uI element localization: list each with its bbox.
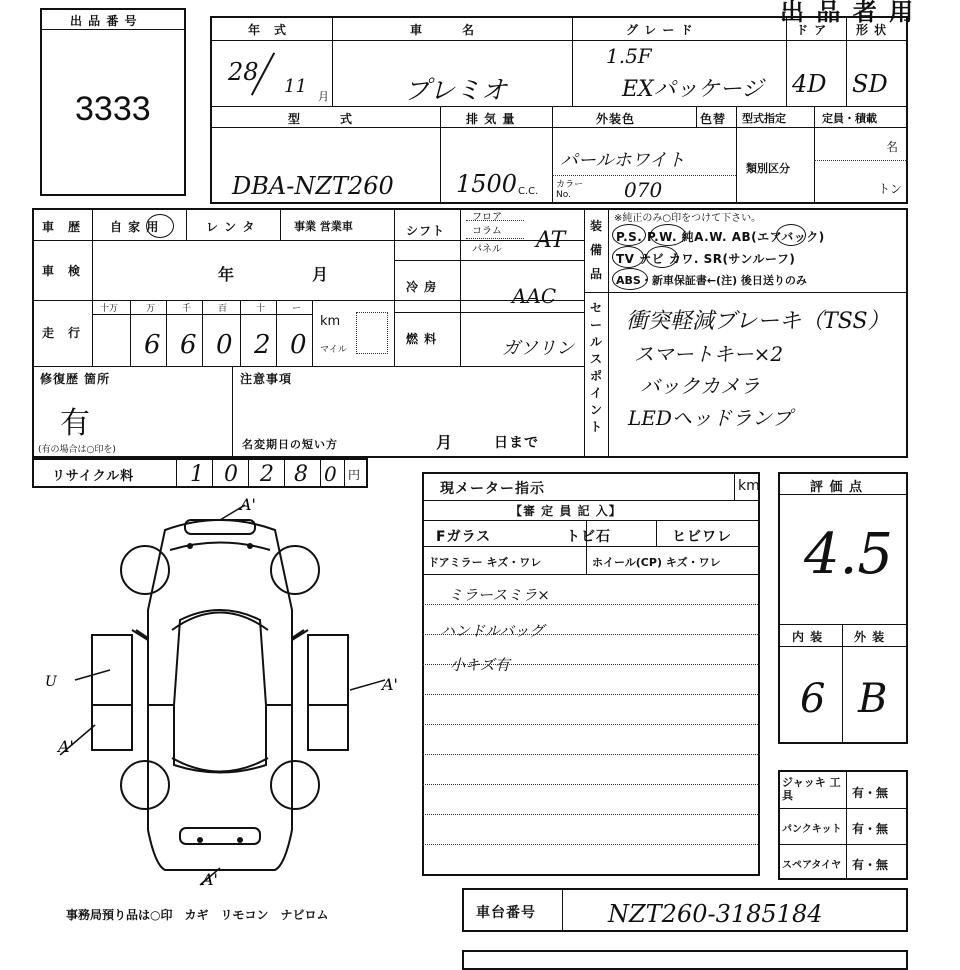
displacement-value: 1500 bbox=[456, 170, 518, 198]
shift-floor: フロア bbox=[472, 212, 502, 223]
mileage-digit-3: 0 bbox=[216, 330, 233, 360]
mileage-label: 走 行 bbox=[42, 326, 82, 340]
expiry-day: 日まで bbox=[494, 435, 539, 451]
recycle-unit: 円 bbox=[348, 468, 361, 482]
sales-point-4: LEDヘッドランプ bbox=[628, 406, 792, 430]
car-diagram bbox=[30, 490, 420, 910]
month-value: 11 bbox=[284, 76, 307, 97]
exterior-label: 外装色 bbox=[596, 112, 636, 126]
equipment-note: ※純正のみ○印をつけて下さい。 bbox=[614, 213, 762, 224]
recycle-digit-1: 0 bbox=[224, 462, 238, 487]
damage-mark-left: U bbox=[45, 674, 57, 690]
score-label: 評 価 点 bbox=[810, 480, 864, 495]
expiry-month: 月 bbox=[436, 433, 454, 452]
interior-label: 内 装 bbox=[792, 630, 824, 644]
navi-circle bbox=[646, 246, 678, 268]
damage-mark-right: A' bbox=[382, 675, 398, 694]
equipment-line1: P.S. P.W. 純A.W. AB(エアバック) bbox=[616, 230, 825, 244]
puncture-kit-label: パンクキット bbox=[782, 824, 842, 835]
form-header-right: 出 品 者 用 bbox=[780, 0, 916, 26]
capacity-unit-persons: 名 bbox=[886, 140, 899, 154]
mileage-digit-label-4: 十 bbox=[256, 304, 266, 314]
repair-value: 有 bbox=[60, 406, 90, 441]
mileage-digit-1: 6 bbox=[144, 330, 161, 360]
shift-panel: パネル bbox=[472, 244, 502, 255]
right-side-panel bbox=[308, 635, 348, 750]
mileage-mile: マイル bbox=[320, 345, 347, 355]
sales-point-3: バックカメラ bbox=[640, 374, 760, 398]
chassis-label: 車台番号 bbox=[476, 905, 536, 921]
mileage-digit-label-1: 万 bbox=[146, 304, 156, 314]
shift-label: シフト bbox=[406, 224, 446, 238]
lot-label: 出 品 番 号 bbox=[70, 14, 138, 28]
history-business: 事業 営業車 bbox=[294, 220, 353, 233]
history-rental: レ ン タ bbox=[206, 220, 256, 234]
spare-tire-value[interactable]: 有・無 bbox=[852, 858, 889, 872]
damage-mark-left-low: A' bbox=[58, 737, 74, 756]
mileage-digit-label-0: 十万 bbox=[100, 304, 119, 314]
mileage-digit-label-3: 百 bbox=[218, 304, 228, 314]
sales-points-label: セールスポイント bbox=[590, 301, 604, 434]
notes-label: 注意事項 bbox=[240, 372, 293, 386]
shift-value: AT bbox=[536, 228, 566, 253]
glass-crack: ヒビワレ bbox=[672, 529, 732, 545]
puncture-kit-value[interactable]: 有・無 bbox=[852, 822, 889, 836]
ac-label: 冷 房 bbox=[406, 280, 438, 294]
door-value: 4D bbox=[792, 70, 827, 98]
repair-note: (有の場合は○印を) bbox=[38, 445, 116, 455]
model-label: 型 式 bbox=[288, 112, 354, 126]
mileage-digit-5: 0 bbox=[290, 330, 307, 360]
equipment-label: 装 備 品 bbox=[590, 219, 604, 281]
year-label: 年 式 bbox=[248, 23, 288, 37]
wheel-front-right bbox=[271, 546, 319, 594]
inspection-label: 車 検 bbox=[42, 264, 82, 278]
expiry-label: 名変期日の短い方 bbox=[242, 438, 338, 451]
grade-line1: 1.5F bbox=[606, 44, 652, 68]
recycle-digit-0: 1 bbox=[190, 462, 204, 487]
score-box bbox=[778, 472, 908, 744]
glass-stone-chip: トビ石 bbox=[566, 529, 611, 545]
shape-value: SD bbox=[852, 70, 888, 98]
displacement-unit: C.C. bbox=[518, 186, 539, 197]
jack-value[interactable]: 有・無 bbox=[852, 786, 889, 800]
year-value: 28 bbox=[228, 58, 259, 86]
inspector-note-1: ミラースミラ× bbox=[448, 586, 550, 604]
repair-label: 修復歴 箇所 bbox=[40, 372, 111, 386]
car-name-label: 車 名 bbox=[410, 23, 476, 37]
model-value: DBA-NZT260 bbox=[232, 172, 394, 200]
bottom-partial-box bbox=[462, 950, 908, 970]
ac-value: AAC bbox=[512, 284, 557, 308]
exterior-grade-value: B bbox=[858, 676, 888, 722]
equipment-line3: ABS・新車保証書←(注) 後日送りのみ bbox=[616, 274, 807, 287]
equipment-line2: TV ナビ カワ. SR(サンルーフ) bbox=[616, 252, 796, 266]
mirror-label: ドアミラー キズ・ワレ bbox=[428, 556, 542, 569]
recycle-digit-4: 0 bbox=[324, 462, 337, 486]
grade-line2: EXパッケージ bbox=[622, 77, 764, 102]
damage-mark-bottom: A' bbox=[202, 870, 218, 889]
abs-circle bbox=[612, 268, 648, 290]
fuel-label: 燃 料 bbox=[406, 332, 438, 346]
left-side-panel bbox=[92, 635, 132, 750]
shift-column: コラム bbox=[472, 226, 502, 237]
recycle-label: リサイクル料 bbox=[52, 469, 135, 484]
inspection-year: 年 bbox=[218, 265, 236, 284]
color-change-label: 色替 bbox=[700, 112, 727, 126]
lot-number: 3333 bbox=[75, 90, 151, 128]
tv-circle bbox=[612, 246, 644, 268]
wheel-rear-left bbox=[121, 761, 169, 809]
capacity-unit-tons: トン bbox=[878, 182, 903, 196]
inspector-header: 【審 定 員 記 入】 bbox=[510, 504, 622, 518]
spare-tire-label: スペアタイヤ bbox=[782, 860, 842, 871]
meter-label: 現メーター指示 bbox=[440, 481, 545, 497]
mile-check-box[interactable] bbox=[356, 312, 388, 354]
color-no-value: 070 bbox=[624, 178, 663, 202]
type-designation-label: 型式指定 bbox=[742, 112, 786, 125]
pw-circle bbox=[650, 224, 686, 246]
category-label: 類別区分 bbox=[746, 162, 790, 175]
mileage-digit-2: 6 bbox=[180, 330, 197, 360]
history-label: 車 歴 bbox=[42, 220, 82, 234]
exterior-grade-label: 外 装 bbox=[854, 630, 886, 644]
score-value: 4.5 bbox=[804, 522, 894, 587]
rear-bumper bbox=[180, 828, 260, 844]
inspection-month: 月 bbox=[312, 265, 330, 284]
damage-mark-top: A' bbox=[240, 495, 256, 514]
capacity-label: 定員・積載 bbox=[822, 112, 877, 125]
car-name-value: プレミオ bbox=[404, 76, 507, 106]
month-unit: 月 bbox=[318, 90, 329, 103]
interior-value: 6 bbox=[800, 676, 826, 722]
mileage-digit-4: 2 bbox=[254, 330, 271, 360]
ab-circle bbox=[776, 224, 806, 246]
wheel-label: ホイール(CP) キズ・ワレ bbox=[592, 556, 721, 569]
inspector-note-3: 小キズ有 bbox=[450, 656, 510, 674]
wheel-rear-right bbox=[271, 761, 319, 809]
chassis-value: NZT260-3185184 bbox=[608, 900, 823, 928]
sales-point-1: 衝突軽減ブレーキ（TSS） bbox=[626, 309, 890, 334]
fuel-value: ガソリン bbox=[502, 338, 574, 359]
jack-label: ジャッキ 工 具 bbox=[782, 776, 841, 802]
car-cabin bbox=[174, 610, 266, 773]
exterior-value: パールホワイト bbox=[560, 150, 686, 171]
mileage-digit-label-5: ー bbox=[292, 304, 302, 314]
door-label: ド ア bbox=[796, 23, 828, 37]
diagram-footer: 事務局預り品は○印 カギ リモコン ナビロム bbox=[66, 908, 329, 922]
shape-label: 形 状 bbox=[856, 23, 888, 37]
glass-label: Fガラス bbox=[436, 529, 492, 545]
mileage-km: km bbox=[320, 314, 341, 329]
sales-point-2: スマートキー×2 bbox=[634, 342, 784, 366]
ps-circle bbox=[612, 224, 646, 246]
displacement-label: 排 気 量 bbox=[466, 112, 516, 126]
history-private-circle bbox=[146, 214, 174, 238]
mileage-digit-label-2: 千 bbox=[182, 304, 192, 314]
car-windshield bbox=[172, 613, 268, 631]
inspector-note-2: ハンドルバッグ bbox=[440, 622, 544, 640]
meter-unit: km bbox=[738, 478, 760, 494]
recycle-digit-3: 8 bbox=[294, 462, 308, 487]
history-private: 自 家 用 bbox=[110, 220, 160, 234]
wheel-front-left bbox=[121, 546, 169, 594]
grade-label: グ レ ー ド bbox=[626, 23, 694, 37]
color-no-label: カラー No. bbox=[556, 180, 584, 200]
recycle-digit-2: 2 bbox=[260, 462, 274, 487]
